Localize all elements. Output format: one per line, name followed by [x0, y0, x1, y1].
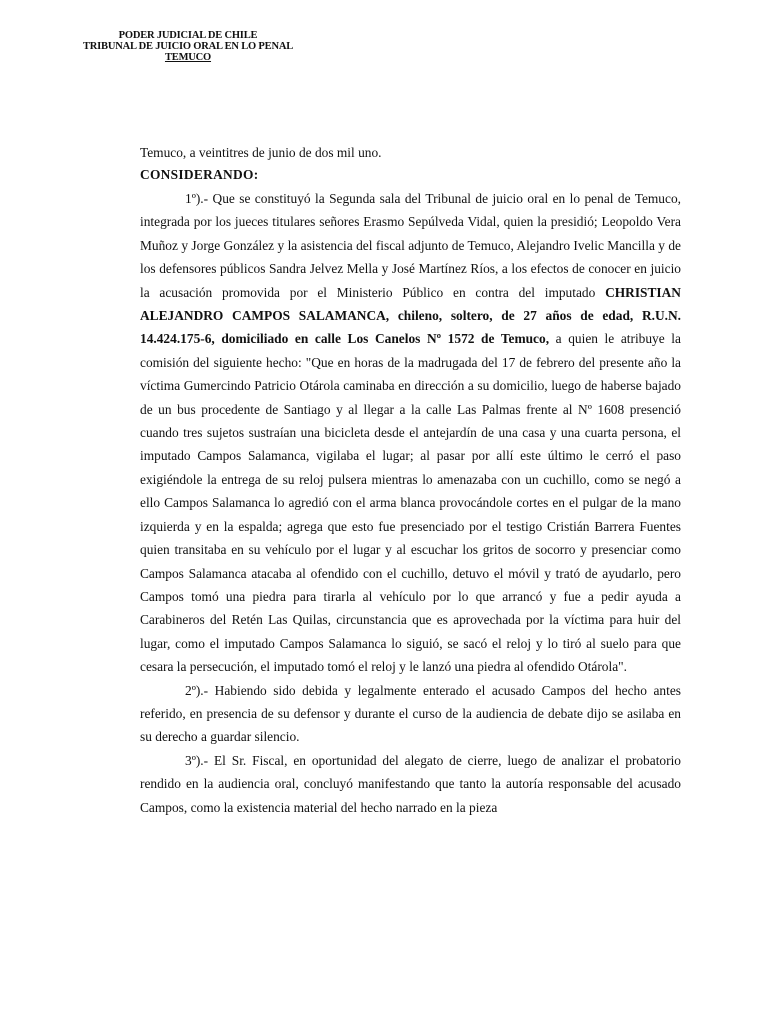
document-body — [140, 144, 681, 819]
paragraph-1-intro: 1º).- Que se constituyó la Segunda sala del Tribunal de juicio oral en lo penal de Temuco, integrada por los jueces titulares señores Erasmo Sepúlveda Vidal, quien la presidió; Leopoldo Vera Muñoz y Jorge González y la asistencia del fiscal adjunto de Temuco, Alejandro Ivelic Mancilla y de los defensores públicos Sandra Jelvez Mella y José Martínez Ríos, a los efectos de conocer en juicio la acusación promovida por el Ministerio Público en contra del imputado — [140, 191, 681, 300]
header-line-tribunal: TRIBUNAL DE JUICIO ORAL EN LO PENAL — [82, 41, 294, 52]
section-title: CONSIDERANDO: — [140, 167, 259, 182]
court-header — [70, 30, 306, 63]
header-line-city: TEMUCO — [164, 52, 212, 63]
paragraph-1-rest: a quien le atribuye la comisión del siguiente hecho: "Que en horas de la madrugada del 17 de febrero del presente año la víctima Gumercindo Patricio Otárola caminaba en dirección a su domicilio, luego de haberse bajado de un bus procedente de Santiago y al llegar a la calle Las Palmas frente al Nº 1608 presenció cuando tres sujetos sustraían una bicicleta desde el antejardín de una casa y una cuarta persona, el imputado Campos Salamanca, vigilaba el lugar; al pasar por allí este último le cerró el paso exigiéndole la entrega de su reloj pulsera mientras lo amenazaba con un cuchillo, como se negó a ello Campos Salamanca lo agredió con el arma blanca provocándole cortes en el pulgar de la mano izquierda y en la espalda; agrega que esto fue presenciado por el testigo Cristián Barrera Fuentes quien transitaba en su vehículo por el lugar y al escuchar los gritos de socorro y presenciar como Campos Salamanca atacaba al ofendido con el cuchillo, detuvo el móvil y trató de ayudarlo, pero Campos tomó una piedra para tirarla al vehículo por lo que arrancó y fue a pedir ayuda a Carabineros del Retén Las Quilas, circunstancia que es aprovechada por la víctima para huir del lugar, como el imputado Campos Salamanca lo siguió, se sacó el reloj y lo tiró al suelo para que cesara la persecución, el imputado tomó el reloj y le lanzó una piedra al ofendido Otárola". — [140, 331, 681, 675]
accused-identification: CHRISTIAN ALEJANDRO CAMPOS SALAMANCA, chileno, soltero, de 27 años de edad, R.U.N. 14.424.175-6, domiciliado en calle Los Canelos Nº 1572 de Temuco, — [140, 284, 681, 347]
paragraph-1 — [140, 187, 681, 679]
date-line: Temuco, a veintitres de junio de dos mil uno. — [140, 145, 382, 160]
paragraph-2: 2º).- Habiendo sido debida y legalmente enterado el acusado Campos del hecho antes referido, en presencia de su defensor y durante el curso de la audiencia de debate dijo se asilaba en su derecho a guardar silencio. — [140, 682, 681, 745]
header-line-judiciary: PODER JUDICIAL DE CHILE — [118, 30, 258, 41]
paragraph-3: 3º).- El Sr. Fiscal, en oportunidad del alegato de cierre, luego de analizar el probatorio rendido en la audiencia oral, concluyó manifestando que tanto la autoría responsable del acusado Campos, como la existencia material del hecho narrado en la pieza — [140, 752, 681, 815]
